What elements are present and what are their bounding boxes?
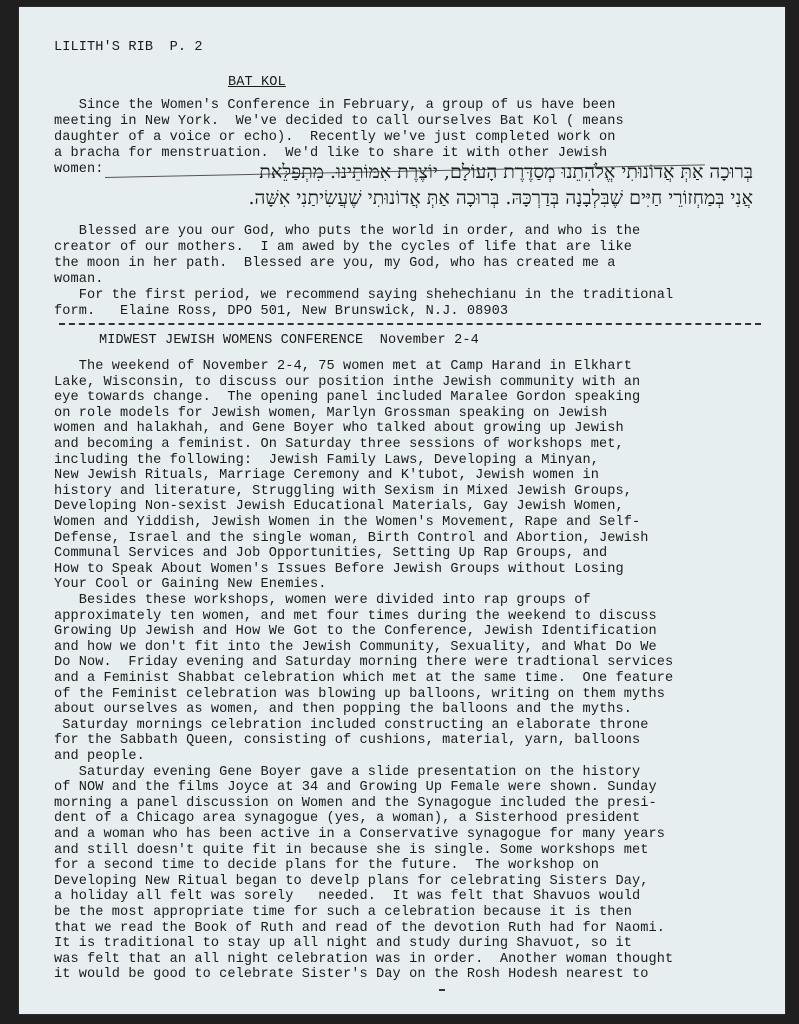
hebrew-blessing-line-1: בְּרוּכָה אַתְּ אֲדוֹנוּתִי אֱלֹהִתֵנוּ מְסַדֶּרֶת הָעוֹלָם, יוֹצֶרֶת אִמּוֹתֵינוּ. מִתְפַּלֵּאת — [259, 161, 753, 183]
article-line: Do Now. Friday evening and Saturday morning there were tradtional services — [54, 655, 674, 671]
article-line: Developing New Ritual began to develp plans for celebrating Sisters Day, — [54, 873, 649, 889]
article-line: for the Sabbath Queen, consisting of cushions, material, yarn, balloons — [54, 733, 641, 749]
article-line: Defense, Israel and the single woman, Birth Control and Abortion, Jewish — [54, 530, 649, 546]
article-line: Your Cool or Gaining New Enemies. — [54, 577, 327, 593]
article-line: Saturday mornings celebration included constructing an elaborate throne — [54, 717, 649, 733]
document-page — [19, 7, 785, 1014]
bat-kol-line: Since the Women's Conference in February, a group of us have been — [54, 98, 616, 113]
article-line: and still doesn't quite fit in because she is single. Some workshops met — [54, 842, 649, 858]
article-line: New Jewish Rituals, Marriage Ceremony and K'tubot, Jewish women in — [54, 468, 599, 484]
article-line: including the following: Jewish Family Laws, Developing a Minyan, — [54, 452, 599, 468]
article-line: and becoming a feminist. On Saturday three sessions of workshops met, — [54, 437, 624, 452]
article-line: Saturday evening Gene Boyer gave a slide presentation on the history — [54, 764, 641, 780]
article-line: Developing Non-sexist Jewish Educational Materials, Gay Jewish Women, — [54, 499, 624, 515]
article-line: Communal Services and Job Opportunities, Setting Up Rap Groups, and — [54, 546, 608, 562]
article-line: and people. — [54, 749, 145, 764]
bat-kol-line: daughter of a voice or echo). Recently we've just completed work on — [54, 130, 616, 145]
bat-kol-title: BAT KOL — [228, 75, 286, 90]
article-line: a holiday all felt was sorely needed. It was felt that Shavuos would — [54, 889, 641, 905]
article-line: How to Speak About Women's Issues Before Jewish Groups without Losing — [54, 561, 624, 577]
bat-kol-line: women: — [54, 162, 104, 177]
article-line: of the Feminist celebration was blowing up balloons, writing on them myths — [54, 686, 666, 702]
page-header: LILITH'S RIB P. 2 — [54, 40, 203, 55]
article-line: and how we don't fit into the Jewish Community, Sexuality, and What Do We — [54, 639, 657, 655]
section-divider — [59, 323, 761, 325]
article-line: dent of a Chicago area synagogue (yes, a woman), a Sisterhood president — [54, 811, 641, 827]
article-line: it would be good to celebrate Sister's Day on the Rosh Hodesh nearest to — [54, 967, 649, 983]
article-line: of NOW and the films Joyce at 34 and Growing Up Female were shown. Sunday — [54, 780, 657, 796]
article-line: for a second time to decide plans for the future. The workshop on — [54, 858, 599, 874]
article-line: be the most appropriate time for such a celebration because it is then — [54, 905, 633, 920]
bat-kol-line: a bracha for menstruation. We'd like to share it with other Jewish — [54, 146, 608, 161]
midwest-title: MIDWEST JEWISH WOMENS CONFERENCE November 2-4 — [99, 333, 479, 348]
article-line: Growing Up Jewish and How We Got to the Conference, Jewish Identification — [54, 624, 657, 640]
article-line: and a woman who has been active in a Conservative synagogue for many years — [54, 827, 666, 842]
article-line: The weekend of November 2-4, 75 women met at Camp Harand in Elkhart — [54, 359, 633, 374]
translation-line: form. Elaine Ross, DPO 501, New Brunswick, N.J. 08903 — [54, 304, 509, 319]
hebrew-blessing-line-2: אֲנִי בְּמַחְזוֹרֵי חַיִּים שֶׁבִּלְבָנָה בְּדַרְכָּהּ. בְּרוּכָה אַתְּ אֲדוֹנוּתִי שֶׁעֲשִׂיתַנִי אִשָּׁה. — [248, 187, 753, 209]
translation-line: the moon in her path. Blessed are you, my God, who has created me a — [54, 256, 616, 271]
article-line: eye towards change. The opening panel included Maralee Gordon speaking — [54, 390, 641, 406]
translation-line: For the first period, we recommend saying shehechianu in the traditional — [54, 288, 674, 303]
article-line: Lake, Wisconsin, to discuss our position inthe Jewish community with an — [54, 374, 641, 390]
article-line: Besides these workshops, women were divided into rap groups of — [54, 593, 591, 608]
article-line: Women and Yiddish, Jewish Women in the Women's Movement, Rape and Self- — [54, 515, 641, 530]
article-line: women and halakhah, and Gene Boyer who talked about growing up Jewish — [54, 421, 624, 437]
article-line: approximately ten women, and met four times during the weekend to discuss — [54, 608, 657, 624]
translation-line: Blessed are you our God, who puts the world in order, and who is the — [54, 224, 641, 239]
translation-line: creator of our mothers. I am awed by the cycles of life that are like — [54, 240, 633, 255]
bat-kol-line: meeting in New York. We've decided to call ourselves Bat Kol ( means — [54, 114, 624, 129]
page-mark — [439, 989, 445, 991]
article-line: on role models for Jewish women, Marlyn Grossman speaking on Jewish — [54, 405, 608, 421]
article-line: history and literature, Struggling with Sexism in Mixed Jewish Groups, — [54, 483, 633, 499]
article-line: about ourselves as women, and then popping the balloons and the myths. — [54, 702, 633, 718]
translation-line: woman. — [54, 272, 104, 287]
article-line: and a Feminist Shabbat celebration which met at the same time. One feature — [54, 671, 674, 686]
article-line: that we read the Book of Ruth and read of the devotion Ruth had for Naomi. — [54, 920, 666, 936]
article-line: morning a panel discussion on Women and the Synagogue included the presi- — [54, 795, 657, 811]
article-line: It is traditional to stay up all night and study during Shavuot, so it — [54, 936, 633, 952]
article-line: was felt that an all night celebration was in order. Another woman thought — [54, 951, 674, 967]
